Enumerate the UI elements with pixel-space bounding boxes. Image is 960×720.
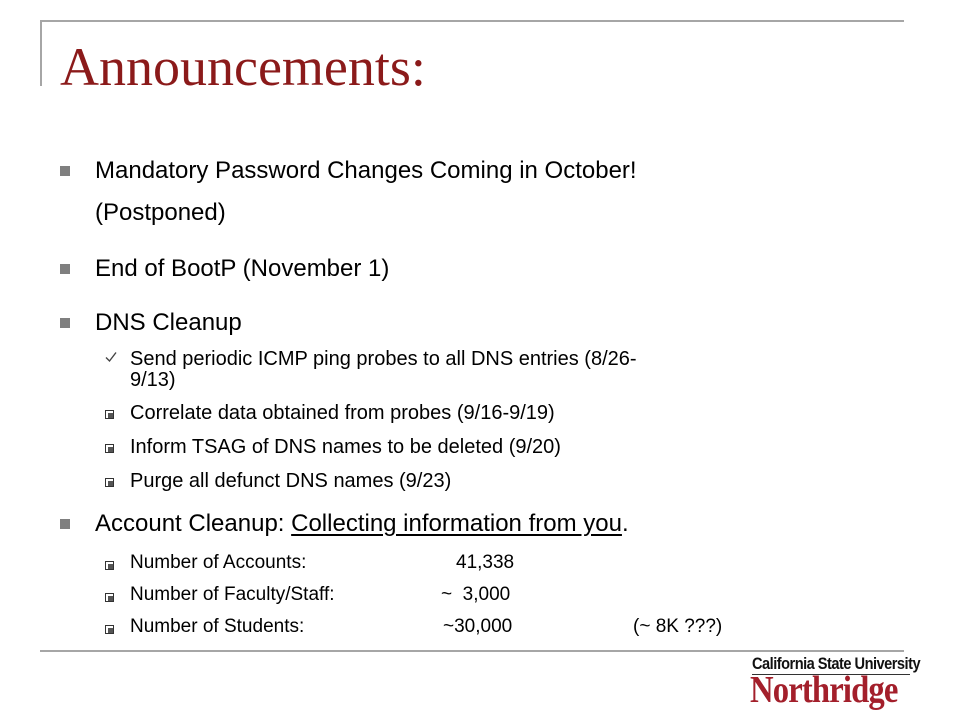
account-row-value: ~ 3,000 bbox=[441, 584, 511, 605]
checkbox-icon bbox=[105, 593, 114, 602]
checkbox-icon bbox=[105, 625, 114, 634]
account-row-value: ~30,000 bbox=[443, 616, 513, 637]
account-row-label: Number of Students: bbox=[130, 616, 305, 637]
checkbox-icon bbox=[105, 478, 114, 487]
slide-title: Announcements: bbox=[60, 37, 426, 97]
square-bullet-icon bbox=[60, 166, 70, 176]
dns-sub-inform: Inform TSAG of DNS names to be deleted (9/20) bbox=[130, 436, 561, 458]
checkbox-icon bbox=[105, 410, 114, 419]
dns-sub-correlate: Correlate data obtained from probes (9/16-9/19) bbox=[130, 402, 555, 424]
account-cleanup-prefix: Account Cleanup: bbox=[95, 510, 292, 537]
account-cleanup-suffix: . bbox=[621, 510, 629, 537]
check-icon bbox=[104, 350, 118, 364]
account-row-value: 41,338 bbox=[456, 552, 515, 573]
square-bullet-icon bbox=[60, 519, 70, 529]
bullet-account-cleanup bbox=[95, 506, 629, 542]
dns-sub-ping-line1: Send periodic ICMP ping probes to all DNS entries (8/26- bbox=[130, 348, 637, 370]
square-bullet-icon bbox=[60, 264, 70, 274]
account-row-label: Number of Accounts: bbox=[130, 552, 307, 573]
checkbox-icon bbox=[105, 444, 114, 453]
bullet-dns-cleanup: DNS Cleanup bbox=[95, 309, 242, 336]
bullet-password-line1: Mandatory Password Changes Coming in October! bbox=[95, 157, 637, 184]
bottom-rule bbox=[40, 650, 904, 652]
account-row-label: Number of Faculty/Staff: bbox=[130, 584, 335, 605]
dns-sub-purge: Purge all defunct DNS names (9/23) bbox=[130, 470, 452, 492]
bullet-password-line2: (Postponed) bbox=[95, 199, 226, 226]
left-rule bbox=[40, 20, 42, 86]
csun-logo bbox=[746, 654, 921, 711]
account-row-note: (~ 8K ???) bbox=[633, 616, 723, 637]
bullet-bootp: End of BootP (November 1) bbox=[95, 255, 390, 282]
top-rule bbox=[40, 20, 904, 22]
account-cleanup-underlined: Collecting information from you bbox=[291, 510, 622, 537]
logo-university-text: California State University bbox=[752, 654, 921, 673]
dns-sub-ping-line2: 9/13) bbox=[130, 369, 176, 391]
logo-northridge-text: Northridge bbox=[750, 669, 898, 711]
square-bullet-icon bbox=[60, 318, 70, 328]
checkbox-icon bbox=[105, 561, 114, 570]
